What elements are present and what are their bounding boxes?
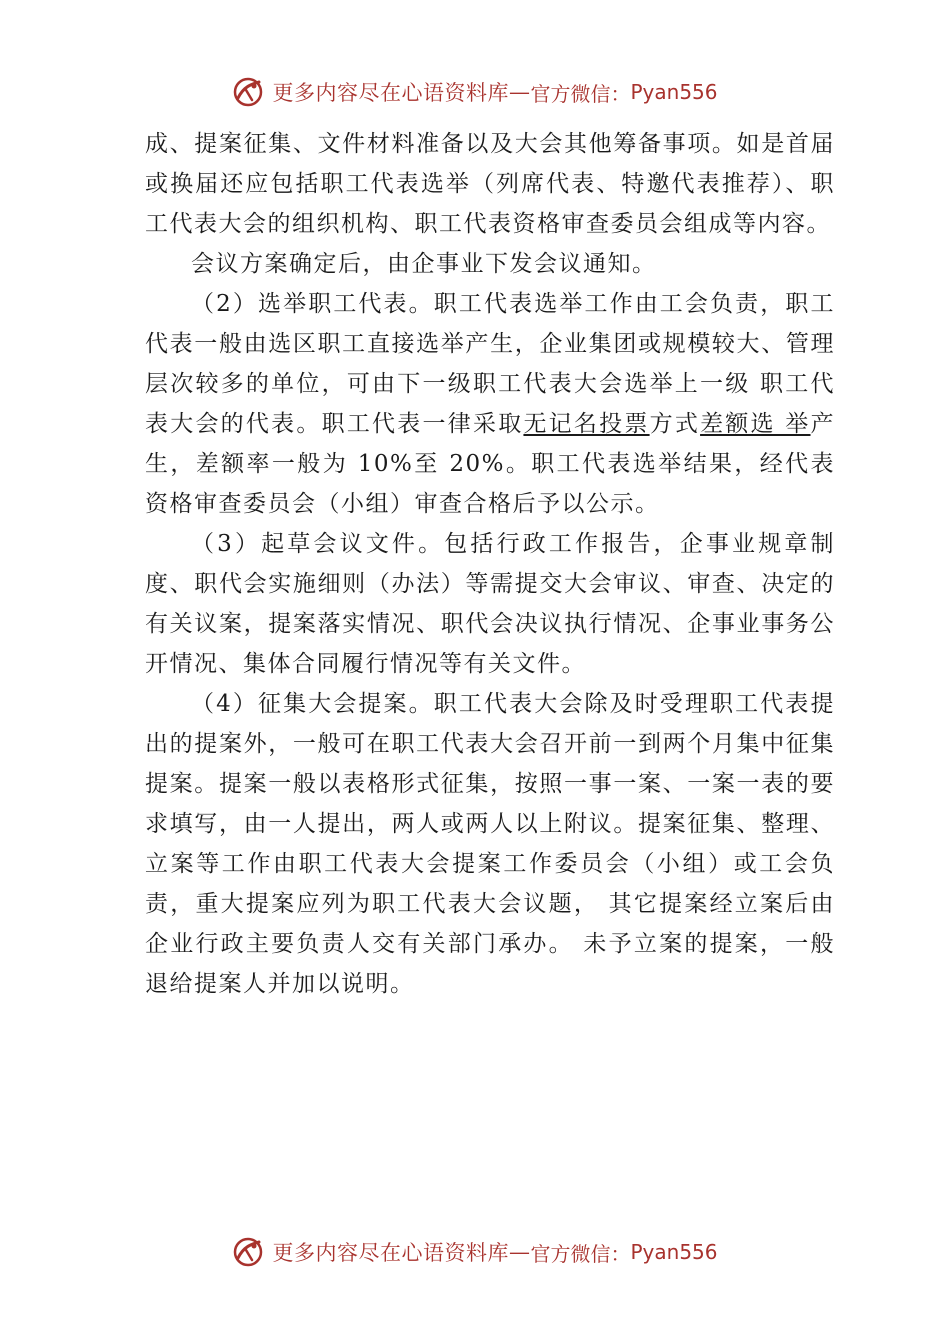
p3-underline-differential-election: 差额选 举 bbox=[700, 411, 811, 437]
footer-watermark-banner bbox=[0, 1232, 950, 1272]
wechat-id: Pyan556 bbox=[630, 1240, 718, 1264]
p3-underline-anonymous-vote: 无记名投票 bbox=[523, 411, 650, 437]
paragraph-collect-proposals: （4）征集大会提案。职工代表大会除及时受理职工代表提出的提案外，一般可在职工代表大会召开前一到两个月集中征集提案。提案一般以表格形式征集，按照一事一案、一案一表的要求填写，由一人提出，两人或两人以上附议。提案征集、整理、立案等工作由职工代表大会提案工作委员会（小组）或工会负责，重大提案应列为职工代表大会议题， 其它提案经立案后由企业行政主要负责人交有关部门承办。 未予立案的提案，一般退给提案人并加以说明。 bbox=[145, 691, 835, 997]
p3-text-1: （2）选举职工代表。职工代表选举工作由工会负责，职工代表一般由选区职工直接选举产生，企业集团或规模较大、管理层次较多的单位，可由下一级职工代表大会选举上一级 职工代表大会的代表。职工代表一律采取 bbox=[145, 291, 835, 437]
wechat-id: Pyan556 bbox=[630, 80, 718, 104]
brand-dash: — bbox=[508, 80, 531, 104]
brand-logo-icon bbox=[232, 1236, 264, 1268]
p3-text-2: 方式 bbox=[649, 411, 701, 437]
document-body bbox=[145, 124, 835, 1004]
p3-text-3: 产生，差额率一般为 10%至 20%。职工代表选举结果，经代表资格审查委员会（小组）审查合格后予以公示。 bbox=[145, 411, 836, 517]
paragraph-draft-documents: （3）起草会议文件。包括行政工作报告，企事业规章制度、职代会实施细则（办法）等需提交大会审议、审查、决定的有关议案，提案落实情况、职代会决议执行情况、企事业事务公开情况、集体合同履行情况等有关文件。 bbox=[145, 531, 835, 677]
paragraph-meeting-notice: 会议方案确定后，由企事业下发会议通知。 bbox=[191, 251, 657, 277]
brand-dash: — bbox=[508, 1240, 531, 1264]
brand-text: 更多内容尽在心语资料库 bbox=[272, 81, 509, 105]
header-watermark-banner bbox=[0, 72, 950, 112]
paragraph-continued: 成、提案征集、文件材料准备以及大会其他筹备事项。如是首届或换届还应包括职工代表选举（列席代表、特邀代表推荐）、职工代表大会的组织机构、职工代表资格审查委员会组成等内容。 bbox=[145, 131, 835, 237]
paragraph-elect-representatives bbox=[145, 284, 835, 524]
wechat-label: 官方微信： bbox=[530, 1241, 631, 1266]
wechat-label: 官方微信： bbox=[530, 81, 631, 106]
brand-text: 更多内容尽在心语资料库 bbox=[272, 1241, 509, 1265]
brand-logo-icon bbox=[232, 76, 264, 108]
